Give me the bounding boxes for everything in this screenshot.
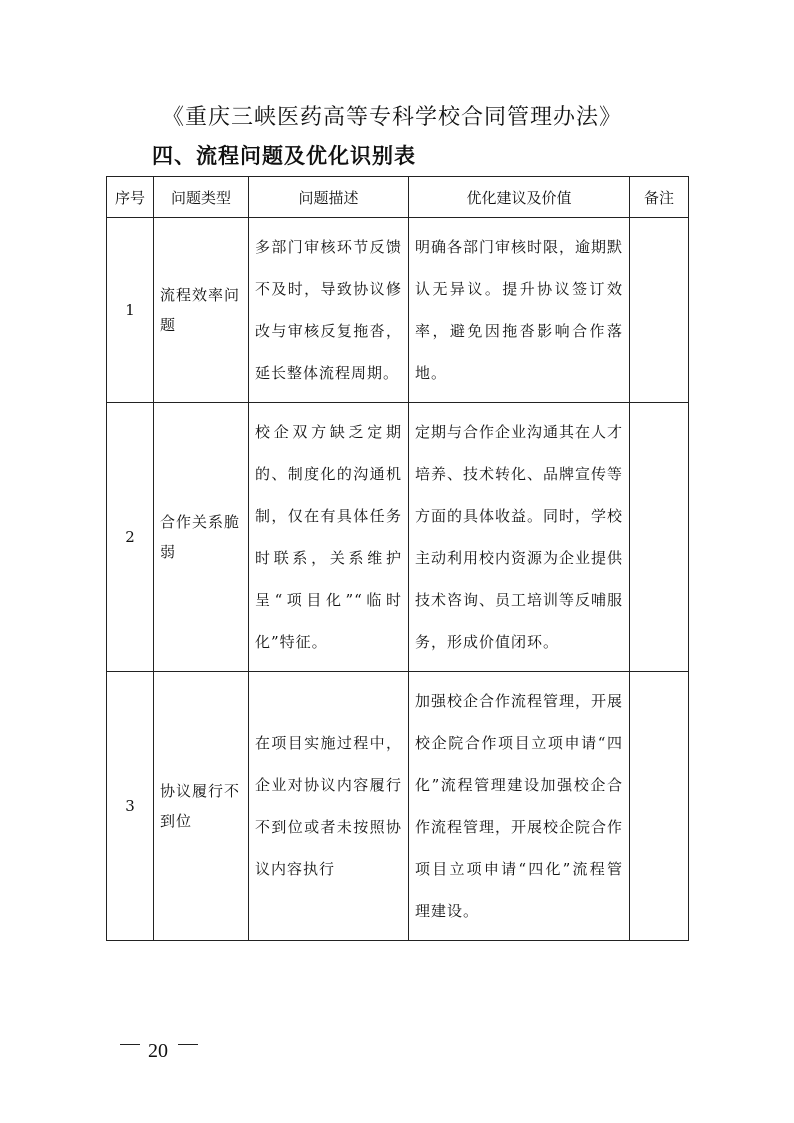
table-row <box>107 403 689 672</box>
optimization-suggestion: 明确各部门审核时限，逾期默认无异议。提升协议签订效率，避免因拖沓影响合作落地。 <box>409 218 630 403</box>
issue-description: 校企双方缺乏定期的、制度化的沟通机制，仅在有具体任务时联系，关系维护呈“项目化”“临时化”特征。 <box>249 403 409 672</box>
table-header-row <box>107 177 689 218</box>
table-row <box>107 218 689 403</box>
optimization-suggestion: 加强校企合作流程管理，开展校企院合作项目立项申请“四化”流程管理建设加强校企合作流程管理，开展校企院合作项目立项申请“四化”流程管理建设。 <box>409 672 630 941</box>
optimization-suggestion: 定期与合作企业沟通其在人才培养、技术转化、品牌宣传等方面的具体收益。同时，学校主动利用校内资源为企业提供技术咨询、员工培训等反哺服务，形成价值闭环。 <box>409 403 630 672</box>
issue-type: 协议履行不到位 <box>154 672 249 941</box>
issue-type: 合作关系脆弱 <box>154 403 249 672</box>
header-cell-suggestion: 优化建议及价值 <box>409 177 630 218</box>
section-heading: 四、流程问题及优化识别表 <box>152 144 416 168</box>
issue-description: 多部门审核环节反馈不及时，导致协议修改与审核反复拖沓，延长整体流程周期。 <box>249 218 409 403</box>
note-cell <box>630 672 689 941</box>
header-cell-no: 序号 <box>107 177 154 218</box>
issue-description: 在项目实施过程中，企业对协议内容履行不到位或者未按照协议内容执行 <box>249 672 409 941</box>
row-number: 3 <box>107 672 154 941</box>
note-cell <box>630 403 689 672</box>
issue-type: 流程效率问题 <box>154 218 249 403</box>
table-row <box>107 672 689 941</box>
header-cell-description: 问题描述 <box>249 177 409 218</box>
header-cell-note: 备注 <box>630 177 689 218</box>
issue-optimization-table <box>106 176 689 941</box>
row-number: 1 <box>107 218 154 403</box>
page-number: 20 <box>148 1040 168 1062</box>
row-number: 2 <box>107 403 154 672</box>
note-cell <box>630 218 689 403</box>
header-cell-type: 问题类型 <box>154 177 249 218</box>
document-title: 《重庆三峡医药高等专科学校合同管理办法》 <box>162 105 623 130</box>
